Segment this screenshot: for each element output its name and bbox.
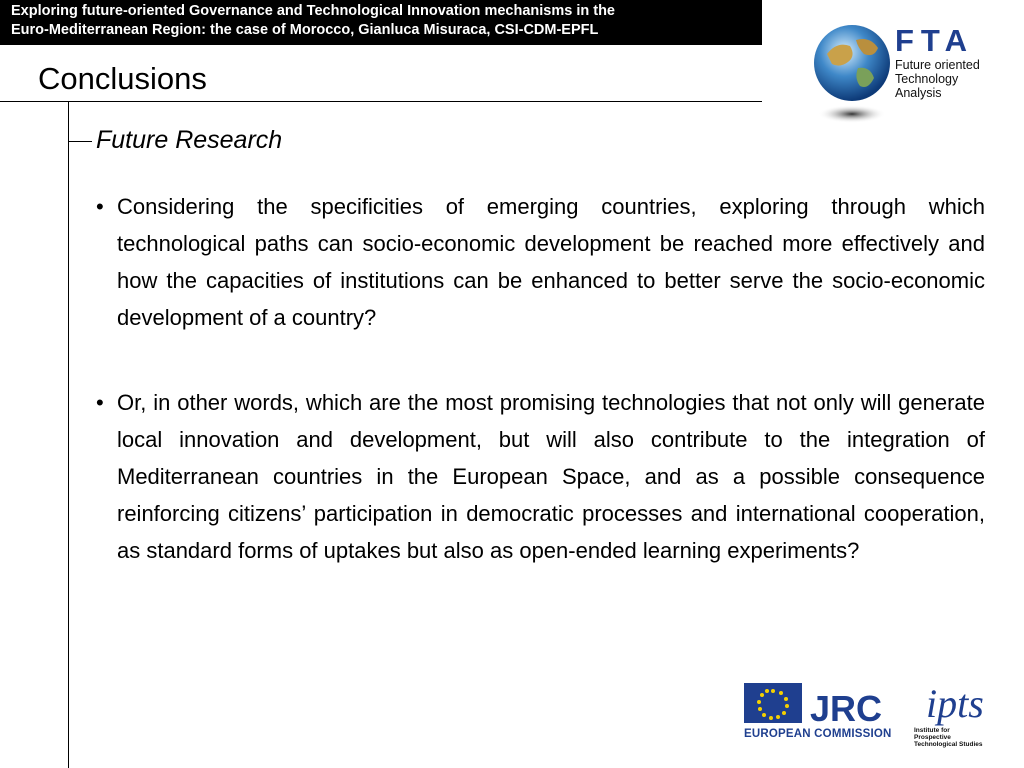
header-line-2: Euro-Mediterranean Region: the case of Morocco, Gianluca Misuraca, CSI-CDM-EPFL [11,22,599,38]
title-divider [0,101,762,102]
fta-logo [812,16,992,128]
fta-line-2: Technology [895,72,959,86]
bullet-text: Or, in other words, which are the most promising technologies that not only will generate local innovation and development, but will also contribute to the integration of Mediterranean countries in the European Space, and as a possible consequence reinforcing citizens’ participation in democratic processes and international cooperation, as standard forms of uptakes but also as open-ended learning experiments? [117,390,985,563]
bullet-text: Considering the specificities of emerging countries, exploring through which technological paths can socio-economic development be reached more effectively and how the capacities of institutions can be enhanced to better serve the socio-economic development of a country? [117,194,985,330]
bullet-item [96,384,985,569]
header-line-1: Exploring future-oriented Governance and Technological Innovation mechanisms in the [11,3,615,19]
ipts-caption-line-3: Technological Studies [914,741,983,748]
subtitle-tick [68,141,92,142]
globe-icon [812,16,897,128]
page-title: Conclusions [38,61,207,96]
header-band [0,0,762,45]
jrc-acronym: JRC [810,688,883,729]
bullet-list [96,188,985,569]
ipts-mark: ipts [926,681,984,726]
ipts-caption-line-1: Institute for [914,727,950,734]
fta-acronym: FTA [895,23,974,58]
jrc-caption: EUROPEAN COMMISSION [744,728,892,740]
fta-line-1: Future oriented [895,58,980,72]
fta-wordmark [895,24,980,100]
fta-line-3: Analysis [895,86,942,100]
ipts-caption [914,727,983,748]
ipts-caption-line-2: Prospective [914,734,951,741]
section-subtitle: Future Research [96,126,283,154]
bullet-marker: • [96,390,104,415]
bullet-item [96,188,985,336]
left-rule [68,101,69,768]
bullet-marker: • [96,194,104,219]
